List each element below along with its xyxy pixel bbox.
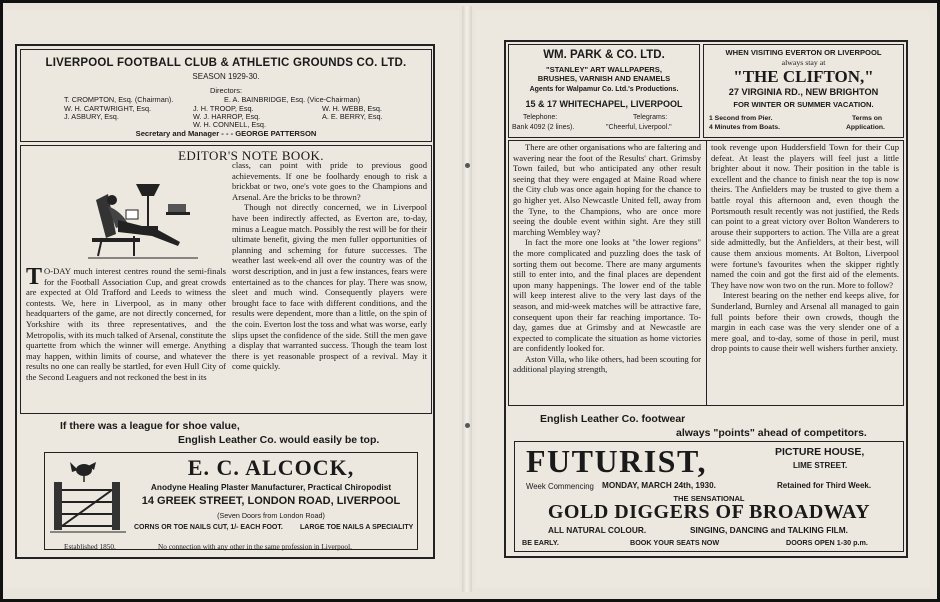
- director: E. A. BAINBRIDGE, Esq. (Vice-Chairman): [224, 95, 361, 104]
- footwear-ad-line-2: always "points" ahead of competitors.: [676, 427, 867, 439]
- article-paragraph: There are other organisations who are faltering and wavering near the foot of the Results' chart. Grimsby Town failed, but who anticipated any other result seeing that they were engaged at Maine Road where the City club was once again hoping for the chance to go higher yet. Also Newcastle United fell, away from the Tyne, to the Champions, who are once more seeing the double event within sight. Are they still marching Wembley way?: [513, 142, 701, 237]
- editor-note-column-2: [232, 160, 427, 414]
- park-wallpapers: "STANLEY" ART WALLPAPERS,: [546, 65, 662, 74]
- article-column-2: [711, 142, 899, 404]
- clifton-address: 27 VIRGINIA RD., NEW BRIGHTON: [728, 87, 879, 97]
- futurist-street: LIME STREET.: [793, 461, 848, 470]
- article-column-1: [513, 142, 701, 404]
- futurist-sensational: THE SENSATIONAL: [673, 494, 745, 503]
- director: T. CROMPTON, Esq. (Chairman).: [64, 95, 174, 104]
- clifton-name: "THE CLIFTON,": [733, 67, 874, 86]
- directors-label: Directors:: [209, 86, 243, 95]
- editor-note-intro: O-DAY much interest centres round the semi-finals for the Football Association Cup, and great crowds are expected at Old Trafford and Leeds to witness the contests. We, here in Liverpool, as in many other headquarters of the game, are not directly concerned, for Yorkshire with its three representatives, and the Metropolis, with its much talked of Arsenal, constitute the quartette from which the winner will emerge. Anything may happen, within limits of course, and whatever the results no one can really be startled, for even Hull City of the Second Leaguers and not reckoned the best in its: [26, 266, 226, 382]
- futurist-week-label: Week Commencing: [526, 482, 594, 491]
- alcock-address-note: (Seven Doors from London Road): [217, 511, 325, 520]
- editor-note-column-1: [26, 266, 226, 414]
- alcock-trade: Anodyne Healing Plaster Manufacturer, Practical Chiropodist: [150, 482, 392, 492]
- park-agents: Agents for Walpamur Co. Ltd.'s Productions.: [529, 86, 679, 93]
- column-divider: [706, 140, 707, 406]
- clifton-distance-pier: 1 Second from Pier.: [709, 115, 773, 122]
- club-secretary: Secretary and Manager - - - GEORGE PATTERSON: [135, 129, 317, 138]
- futurist-doors: DOORS OPEN 1-30 p.m.: [786, 538, 868, 547]
- alcock-address: 14 GREEK STREET, LONDON ROAD, LIVERPOOL: [141, 495, 401, 507]
- club-title: LIVERPOOL FOOTBALL CLUB & ATHLETIC GROUNDS CO. LTD.: [45, 57, 407, 69]
- reading-man-illustration: [88, 176, 200, 260]
- editor-note-paragraph: class, can point with pride to previous good achievements. If one be foolhardy enough to risk a brickbat or two, one's vote goes to the Champions and Arsenal. Are the bricks to be thrown?: [232, 160, 427, 202]
- clifton-visiting: WHEN VISITING EVERTON OR LIVERPOOL: [725, 48, 882, 57]
- staple-hole: [465, 163, 470, 168]
- shoe-ad-line-1: If there was a league for shoe value,: [60, 420, 240, 432]
- club-season: SEASON 1929-30.: [192, 72, 260, 81]
- editor-note-paragraph: Though not directly concerned, we in Liverpool have been indirectly affected, as Everton are, to-day, minus a League match. Possibly the rest will be for their ultimate benefit, giving the men fuller opportunities of planning and scheming for future successes. The weather last week-end all over the country was of the worst description, and in just a few instances, fears were entertained as to the chances for play. There was snow, sleet and much wind. Consequently players were brought face to face with different conditions, and the results were dependent, more than a little, on the spin of the coin. Everton lost the toss and what was worse, early slips upset the confidence of the side. Still the men gave a display that warranted success. Though the team lost there is yet reasonable prospect of a revival. May it come quickly.: [232, 202, 427, 372]
- director: W. J. HARROP, Esq.: [193, 112, 261, 121]
- clifton-stay: always stay at: [781, 58, 826, 67]
- futurist-retained: Retained for Third Week.: [777, 481, 872, 490]
- futurist-week-date: MONDAY, MARCH 24th, 1930.: [602, 481, 716, 490]
- park-telegrams-label: Telegrams:: [633, 114, 668, 121]
- director: W. H. WEBB, Esq.: [322, 104, 383, 113]
- article-paragraph: In fact the more one looks at "the lower regions" the more complicated and puzzling does the task of sorting them out become. There are many arguments still to enter into, and the final places are dependent upon many happenings. The lower end of the table will keep interest alive to the very last days of the season, and mid-week matches will be attractive fare, consequent upon their far reaching importance. To-day, games due at Grimsby and at Newcastle are expected to complicate the situation as home victories are confidently looked for.: [513, 237, 701, 354]
- director: W. H. CONNELL, Esq.: [193, 120, 266, 129]
- clifton-season: FOR WINTER OR SUMMER VACATION.: [733, 100, 874, 109]
- alcock-established: Established 1850.: [64, 542, 116, 551]
- page-spine: [462, 6, 472, 592]
- alcock-offer-corns: CORNS OR TOE NAILS CUT, 1/- EACH FOOT.: [134, 524, 283, 531]
- clifton-terms-application: Application.: [846, 124, 885, 131]
- alcock-disclaimer: No connection with any other in the same profession in Liverpool.: [158, 542, 352, 551]
- park-telephone: Bank 4092 (2 lines).: [512, 124, 575, 131]
- futurist-book-seats: BOOK YOUR SEATS NOW: [630, 538, 720, 547]
- park-name: WM. PARK & CO. LTD.: [543, 49, 665, 61]
- park-address: 15 & 17 WHITECHAPEL, LIVERPOOL: [525, 99, 683, 109]
- drop-cap-t: T: [26, 266, 43, 290]
- park-brushes: BRUSHES, VARNISH AND ENAMELS: [537, 74, 671, 83]
- article-paragraph: Aston Villa, who like others, had been scouting for additional playing strength,: [513, 353, 701, 375]
- futurist-be-early: BE EARLY.: [522, 538, 559, 547]
- footwear-ad-line-1: English Leather Co. footwear: [540, 413, 686, 425]
- park-telegrams: "Cheerful, Liverpool.": [606, 124, 672, 131]
- futurist-venue: PICTURE HOUSE,: [775, 446, 865, 458]
- staple-hole: [465, 423, 470, 428]
- futurist-colour: ALL NATURAL COLOUR.: [548, 525, 647, 535]
- director: J. ASBURY, Esq.: [64, 112, 119, 121]
- director: J. H. TROOP, Esq.: [193, 104, 254, 113]
- article-paragraph: Interest bearing on the nether end keeps alive, for Sunderland, Burnley and Arsenal all managed to gain full points before their own crowds, though the margin in each case was the very slender one of a mere goal, and to-day, some of those in peril, must drop points to cause their well wishers further anxiety.: [711, 290, 899, 354]
- director: W. H. CARTWRIGHT, Esq.: [64, 104, 152, 113]
- alcock-name: E. C. ALCOCK,: [187, 455, 355, 480]
- alcock-offer-toe-nails: LARGE TOE NAILS A SPECIALITY: [300, 524, 414, 531]
- director: A. E. BERRY, Esq.: [322, 112, 383, 121]
- clifton-distance-boats: 4 Minutes from Boats.: [709, 124, 780, 131]
- clifton-terms: Terms on: [852, 115, 883, 122]
- farm-gate-illustration: [50, 460, 126, 534]
- futurist-film-title: GOLD DIGGERS OF BROADWAY: [547, 501, 871, 523]
- shoe-ad-line-2: English Leather Co. would easily be top.: [178, 434, 380, 446]
- article-paragraph: took revenge upon Huddersfield Town for their Cup defeat. At least the players will feel just a little brighter about it now. Their position in the table is excellent and the chance to finish near the top is now theirs. The Anfielders may be trusted to give them a battle royal this afternoon and, even though the Portsmouth result recently was not justified, the Reds can point to a great victory over Bolton Wanderers to arouse their supporters to action. The Villa are a great side admittedly, but the Anfielders, at their best, will cause them anxious moments. At Bolton, Liverpool were fortune's favourites when the skipper rightly named the coin and got the first aid of the elements. They have now won two on the run. More to follow?: [711, 142, 899, 290]
- park-telephone-label: Telephone:: [523, 114, 558, 121]
- editor-note-title: EDITOR'S NOTE BOOK.: [178, 148, 324, 163]
- futurist-features: SINGING, DANCING and TALKING FILM.: [690, 525, 848, 535]
- futurist-name: FUTURIST,: [526, 443, 707, 479]
